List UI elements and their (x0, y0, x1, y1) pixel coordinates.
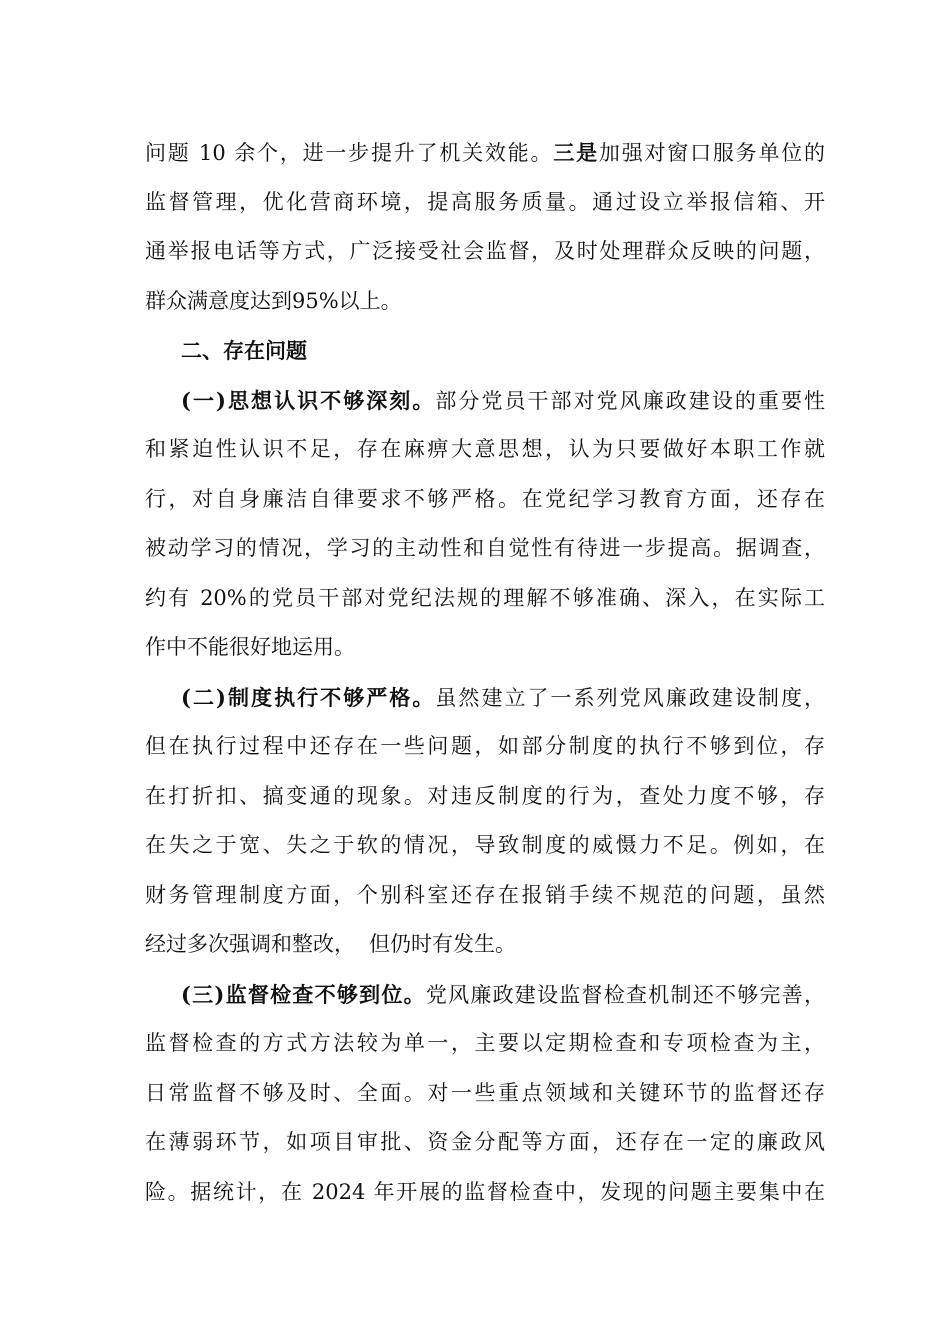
text-run: 但仍时有发生。 (369, 932, 516, 956)
paragraph-line: 群众满意度达到95%以上。 (145, 288, 402, 313)
paragraph-line: 但在执行过程中还存在一些问题，如部分制度的执行不够到位，存 (145, 734, 825, 758)
paragraph-line: 在失之于宽、失之于软的情况，导致制度的威慑力不足。例如，在 (145, 833, 825, 857)
paragraph-line: 财务管理制度方面，个别科室还存在报销手续不规范的问题，虽然 (145, 882, 825, 907)
text-run: 加强对窗口服务单位的 (598, 141, 826, 165)
section-heading: 二、存在问题 (181, 338, 307, 363)
paragraph-line (145, 128, 825, 178)
paragraph-line: 约有 20%的党员干部对党纪法规的理解不够准确、深入，在实际工 (145, 585, 825, 610)
text-run: 经过多次强调和整改， (145, 932, 355, 956)
paragraph-line (145, 376, 825, 426)
paragraph-line: 在打折扣、搞变通的现象。对违反制度的行为，查处力度不够，存 (145, 783, 825, 808)
subsection-heading: (二)制度执行不够严格。 (181, 684, 436, 710)
paragraph-line: 通举报电话等方式，广泛接受社会监督，及时处理群众反映的问题， (145, 239, 825, 263)
paragraph-line: 作中不能很好地运用。 (145, 635, 355, 659)
paragraph-line (145, 970, 825, 1020)
paragraph-line: 和紧迫性认识不足，存在麻痹大意思想，认为只要做好本职工作就 (145, 437, 825, 461)
text-run: 部分党员干部对党风廉政建设的重要性 (435, 388, 826, 413)
emphasis-text: 三是 (553, 140, 599, 165)
paragraph-line: 监督检查的方式方法较为单一，主要以定期检查和专项检查为主， (145, 1031, 825, 1055)
paragraph-line: 日常监督不够及时、全面。对一些重点领域和关键环节的监督还存 (145, 1080, 825, 1105)
paragraph-line: 被动学习的情况，学习的主动性和自觉性有待进一步提高。据调查， (145, 536, 825, 560)
paragraph-line: 行，对自身廉洁自律要求不够严格。在党纪学习教育方面，还存在 (145, 486, 825, 511)
text-run: 党风廉政建设监督检查机制还不够完善， (425, 982, 826, 1007)
subsection-heading: (三)监督检查不够到位。 (181, 981, 426, 1007)
text-run: 虽然建立了一系列党风廉政建设制度， (435, 685, 826, 710)
document-body (145, 128, 825, 1217)
paragraph-line: 监督管理，优化营商环境，提高服务质量。通过设立举报信箱、开 (145, 189, 825, 214)
subsection-heading: (一)思想认识不够深刻。 (181, 387, 436, 413)
paragraph-line (145, 673, 825, 723)
paragraph-line: 险。据统计，在 2024 年开展的监督检查中，发现的问题主要集中在 (145, 1179, 825, 1204)
text-run: 问题 10 余个，进一步提升了机关效能。 (145, 141, 554, 165)
paragraph-line (145, 920, 825, 970)
paragraph-line: 在薄弱环节，如项目审批、资金分配等方面，还存在一定的廉政风 (145, 1130, 825, 1154)
